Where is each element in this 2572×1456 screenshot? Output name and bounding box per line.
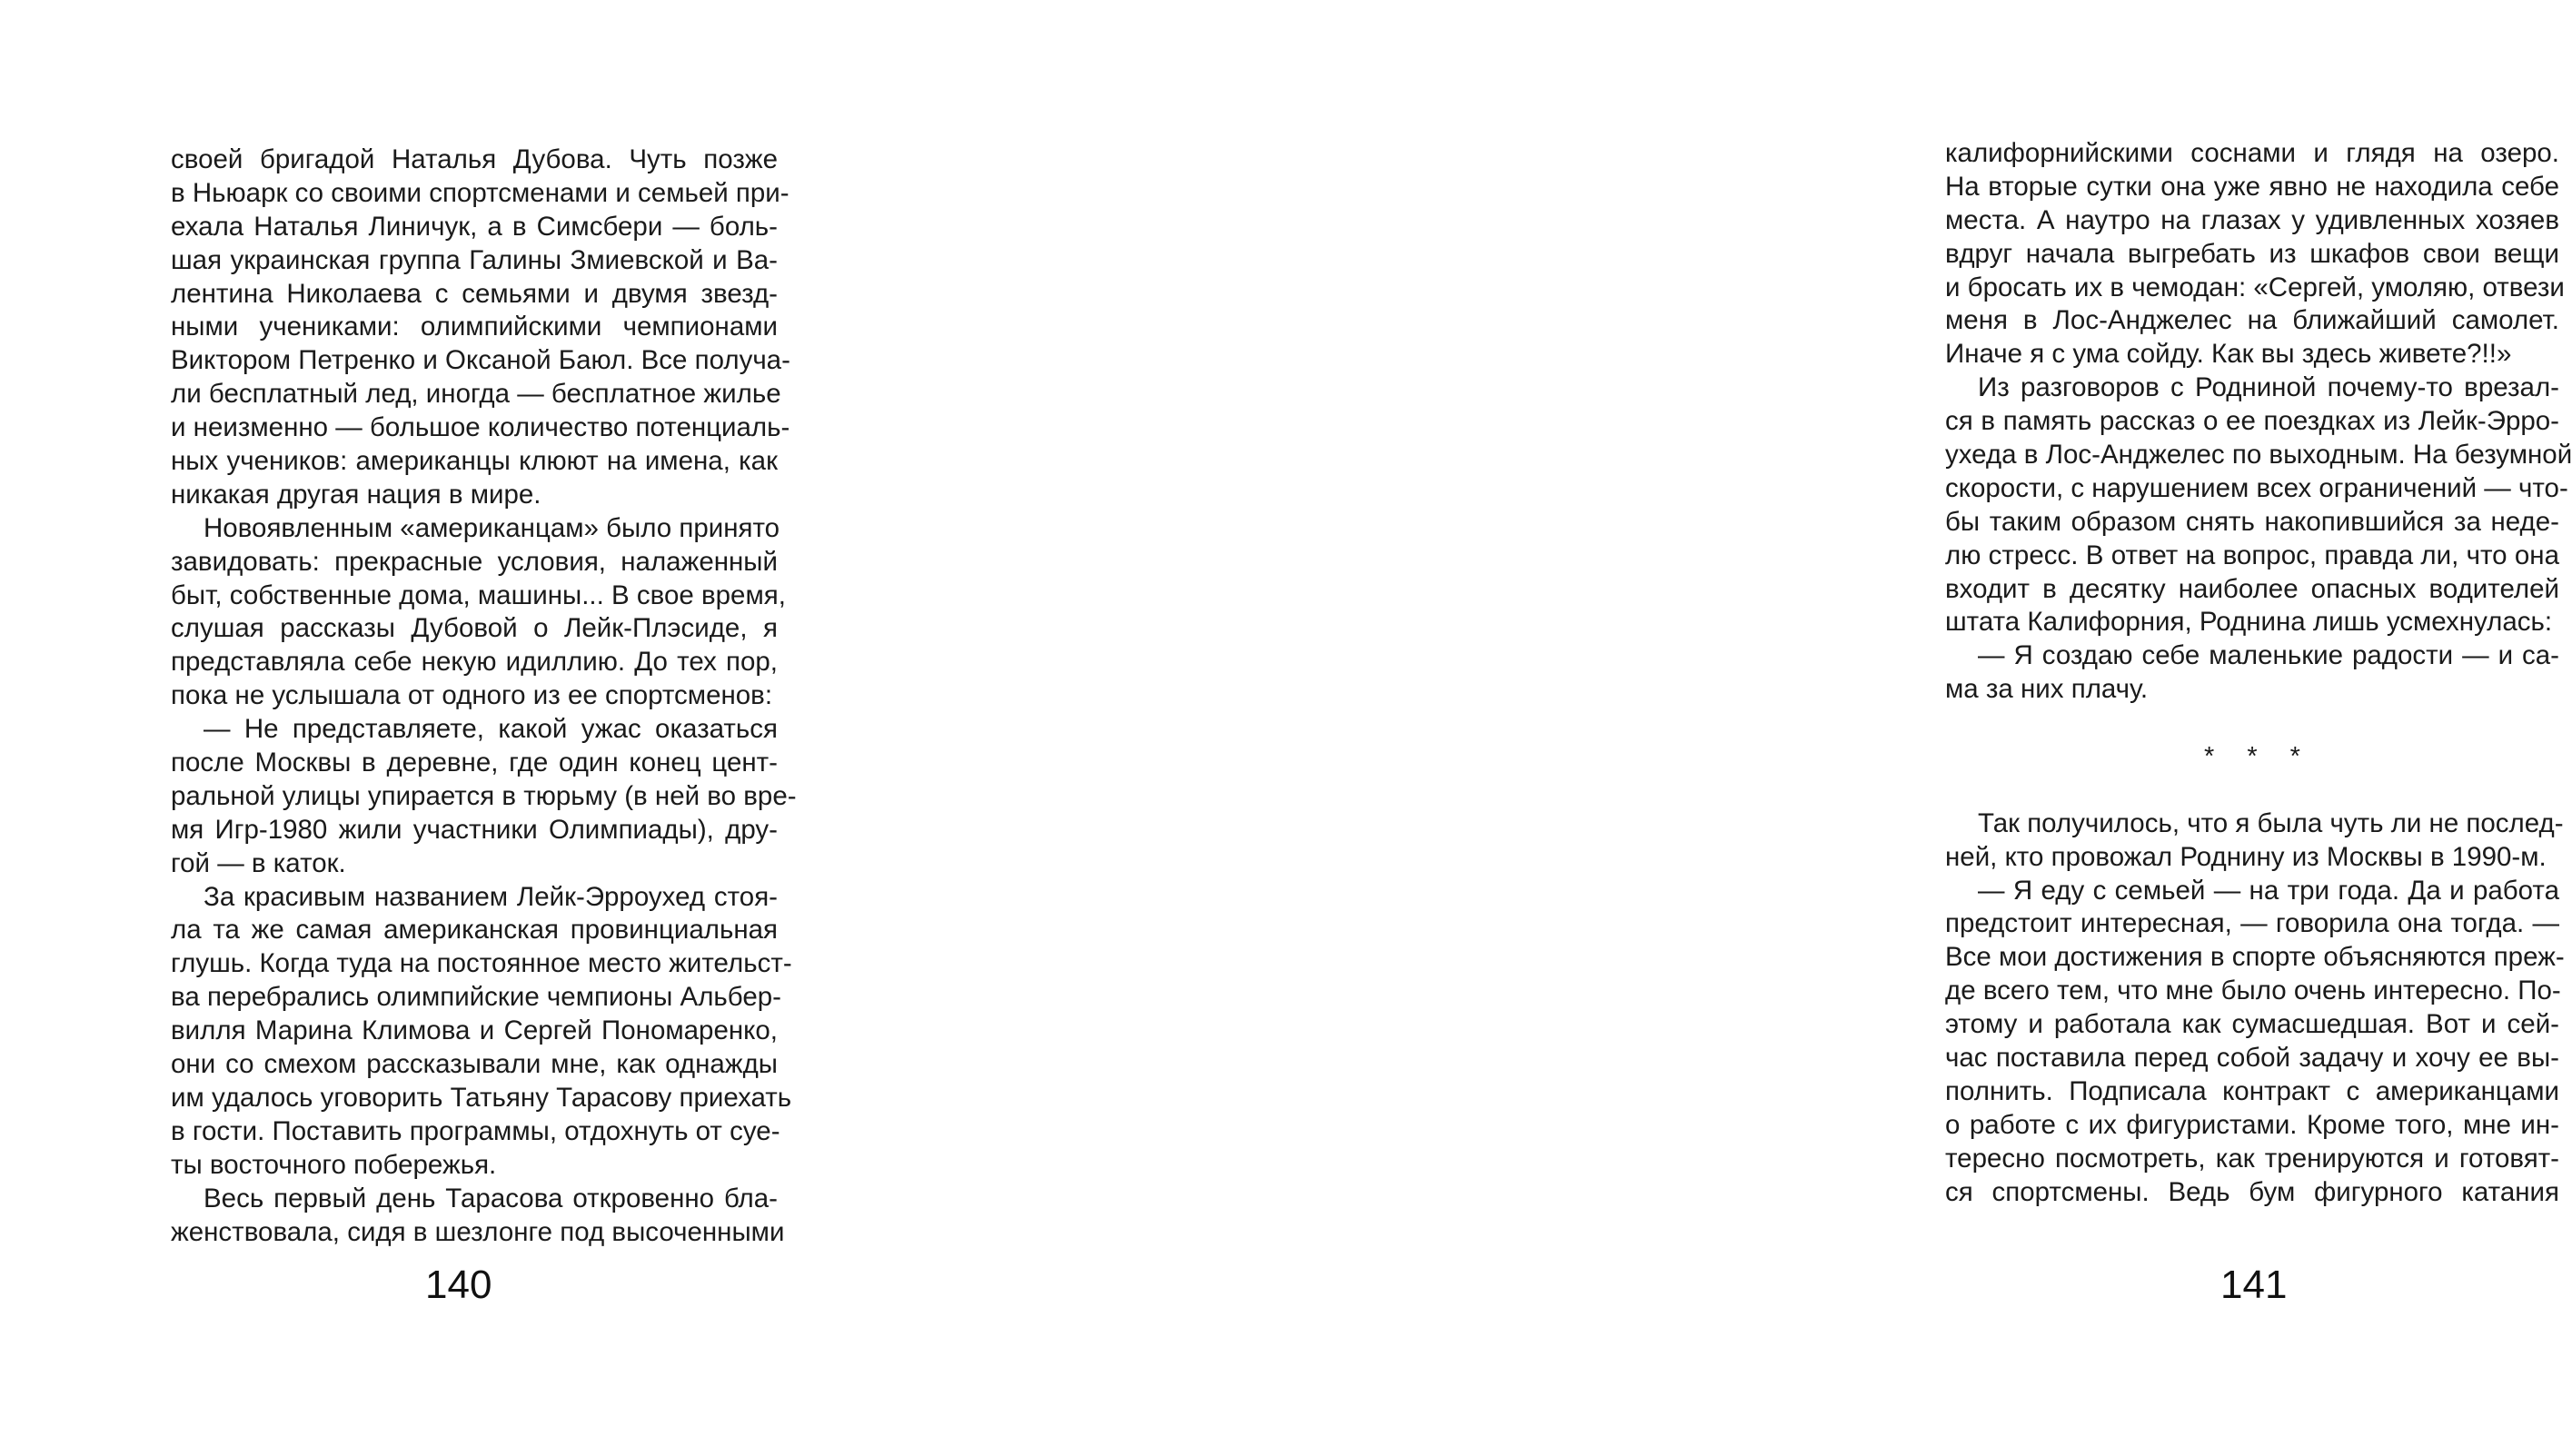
text-line: лентина Николаева с семьями и двумя звезд- — [171, 278, 778, 309]
blank-line — [1945, 707, 2559, 740]
text-line: штата Калифорния, Роднина лишь усмехнулась: — [1945, 607, 2553, 638]
text-line: предстоит интересная, — говорила она тогда. — — [1945, 908, 2559, 939]
text-line: ся в память рассказ о ее поездках из Лейк-Эрро- — [1945, 406, 2559, 437]
text-line: — Я еду с семьей — на три года. Да и работа — [1978, 875, 2559, 906]
text-line: вдруг начала выгребать из шкафов свои вещи — [1945, 238, 2559, 269]
left-page-text — [171, 144, 797, 1249]
text-line: в гости. Поставить программы, отдохнуть от суе- — [171, 1115, 780, 1146]
text-line: вилля Марина Климова и Сергей Пономаренко, — [171, 1015, 778, 1046]
text-line: бы таким образом снять накопившийся за неде- — [1945, 506, 2559, 537]
text-line: места. А наутро на глазах у удивленных хозяев — [1945, 204, 2559, 235]
text-line: Новоявленным «американцам» было принято — [204, 512, 780, 543]
text-line: ней, кто провожал Роднину из Москвы в 1990-м. — [1945, 841, 2547, 872]
text-line: слушая рассказы Дубовой о Лейк-Плэсиде, я — [171, 613, 778, 644]
text-line: этому и работала как сумасшедшая. Вот и сей- — [1945, 1009, 2559, 1040]
text-line: и бросать их в чемодан: «Сергей, умоляю, отвези — [1945, 272, 2565, 302]
text-line: ма за них плачу. — [1945, 674, 2149, 705]
left-page — [0, 0, 909, 1456]
text-line: час поставила перед собой задачу и хочу ее вы- — [1945, 1043, 2559, 1074]
text-line: мя Игр-1980 жили участники Олимпиады), дру- — [171, 814, 778, 845]
text-line: ся спортсмены. Ведь бум фигурного катания — [1945, 1176, 2559, 1207]
text-line: лю стресс. В ответ на вопрос, правда ли, что она — [1945, 540, 2559, 570]
text-line: полнить. Подписала контракт с американцами — [1945, 1075, 2559, 1106]
text-line: гой — в каток. — [171, 847, 346, 878]
text-line: Так получилось, что я была чуть ли не послед- — [1978, 807, 2564, 838]
left-page-number: 140 — [425, 1263, 492, 1307]
text-line: тересно посмотреть, как тренируются и готовят- — [1945, 1143, 2559, 1174]
section-separator: * * * — [2204, 742, 2313, 772]
blank-line — [1945, 774, 2559, 807]
text-line: никакая другая нация в мире. — [171, 479, 541, 510]
text-line: они со смехом рассказывали мне, как однажды — [171, 1049, 778, 1080]
text-line: входит в десятку наиболее опасных водителей — [1945, 573, 2559, 604]
text-line: скорости, с нарушением всех ограничений — что- — [1945, 472, 2568, 503]
text-line: пока не услышала от одного из ее спортсменов: — [171, 680, 773, 711]
text-line: своей бригадой Наталья Дубова. Чуть позже — [171, 144, 778, 174]
text-line: представляла себе некую идиллию. До тех пор, — [171, 647, 778, 678]
right-page-number: 141 — [2220, 1263, 2288, 1307]
text-line: ухеда в Лос-Анджелес по выходным. На безумной — [1945, 440, 2572, 470]
text-line: о работе с их фигуристами. Кроме того, мне ин- — [1945, 1109, 2559, 1140]
text-line: ными учениками: олимпийскими чемпионами — [171, 312, 778, 342]
text-line: глушь. Когда туда на постоянное место жительст- — [171, 948, 792, 979]
text-line: Весь первый день Тарасова откровенно бла- — [204, 1183, 778, 1213]
text-line: На вторые сутки она уже явно не находила себе — [1945, 171, 2559, 202]
text-line: ехала Наталья Линичук, а в Симсбери — боль- — [171, 211, 778, 242]
right-page-text — [1945, 137, 2572, 1210]
text-line: ли бесплатный лед, иногда — бесплатное жилье — [171, 379, 781, 410]
text-line: калифорнийскими соснами и глядя на озеро. — [1945, 138, 2559, 168]
text-line: меня в Лос-Анджелес на ближайший самолет. — [1945, 305, 2559, 336]
text-line: завидовать: прекрасные условия, налаженный — [171, 546, 778, 577]
text-line: в Ньюарк со своими спортсменами и семьей при- — [171, 177, 789, 208]
text-line: Иначе я с ума сойду. Как вы здесь живете?!!» — [1945, 339, 2512, 370]
text-line: быт, собственные дома, машины... В свое время, — [171, 579, 786, 610]
right-page — [909, 0, 2572, 1456]
text-line: и неизменно — большое количество потенциаль- — [171, 412, 790, 443]
text-line: ва перебрались олимпийские чемпионы Альбер- — [171, 982, 781, 1013]
text-line: — Я создаю себе маленькие радости — и са- — [1978, 640, 2559, 671]
text-line: За красивым названием Лейк-Эрроухед стоя- — [204, 881, 778, 912]
text-line: им удалось уговорить Татьяну Тарасову приехать — [171, 1082, 792, 1113]
text-line: после Москвы в деревне, где один конец цент- — [171, 748, 778, 778]
text-line: женствовала, сидя в шезлонге под высоченными — [171, 1216, 785, 1247]
text-line: ты восточного побережья. — [171, 1149, 497, 1180]
text-line: шая украинская группа Галины Змиевской и Ва- — [171, 244, 778, 275]
text-line: Виктором Петренко и Оксаной Баюл. Все получа- — [171, 345, 790, 376]
text-line: ла та же самая американская провинциальная — [171, 915, 778, 946]
text-line: Все мои достижения в спорте объясняются преж- — [1945, 942, 2565, 973]
text-line: — Не представляете, какой ужас оказаться — [204, 714, 778, 745]
text-line: ральной улицы упирается в тюрьму (в ней во вре- — [171, 780, 797, 811]
text-line: де всего тем, что мне было очень интересно. По- — [1945, 976, 2561, 1006]
text-line: Из разговоров с Родниной почему-то врезал- — [1978, 372, 2559, 403]
text-line: ных учеников: американцы клюют на имена, как — [171, 446, 778, 477]
